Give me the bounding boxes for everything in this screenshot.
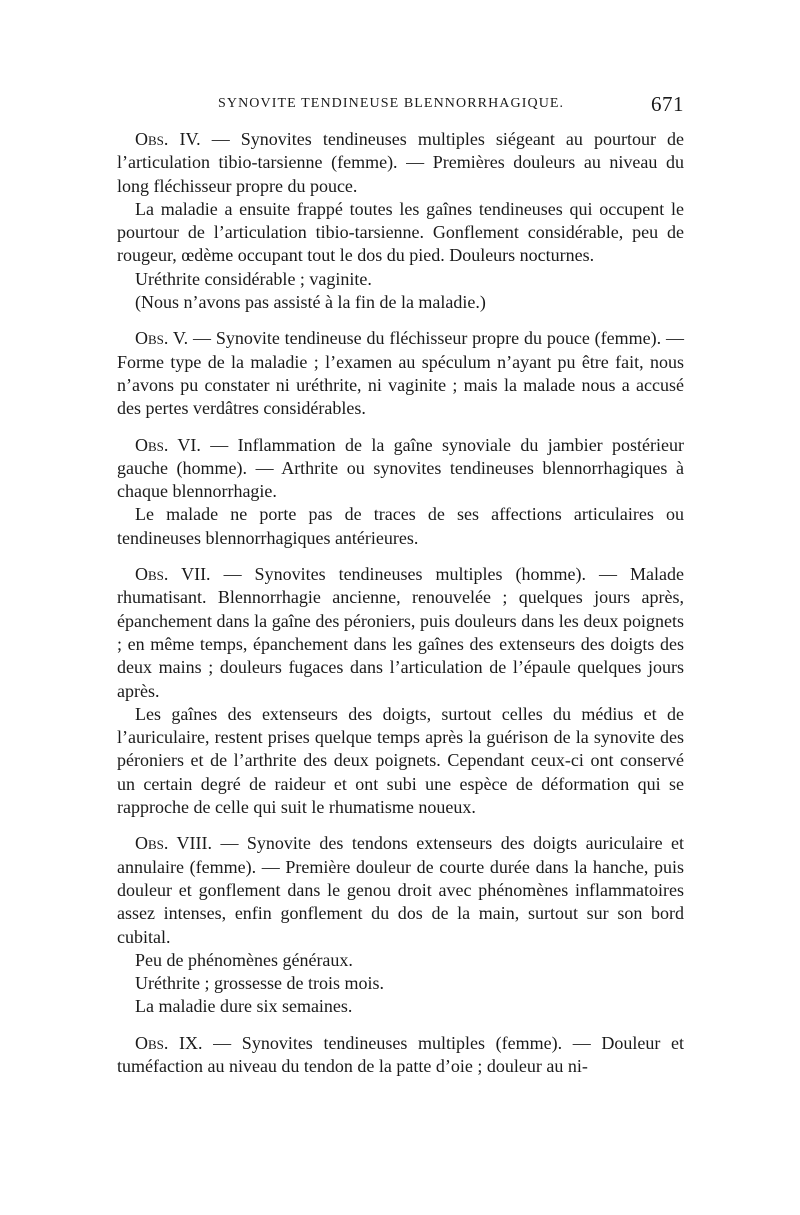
paragraph: Les gaînes des extenseurs des doigts, surtout celles du médius et de l’auriculaire, restent prises quelque temps après la guérison de la synovite des péroniers et de l’arthrite des deux poignets. Cependant ceux-ci ont conservé un certain degré de raideur et ont subi une espèce de déformation qui se rapproche de celle qui suit le rhumatisme noueux. bbox=[117, 703, 684, 818]
page-body bbox=[117, 128, 684, 1078]
paragraph-text: — Synovites tendineuses multiples siégeant au pourtour de l’articulation tibio-tarsienne (femme). — Premières douleurs au niveau du long fléchisseur propre du pouce. bbox=[117, 129, 685, 196]
paragraph: La maladie dure six semaines. bbox=[135, 996, 353, 1017]
paragraph-text: — Synovites tendineuses multiples (homme). — Malade rhumatisant. Blennorrhagie ancienne, renouvelée ; quelques jours après, épanchement dans la gaîne des péroniers, puis douleurs dans les deux poignets ; en même temps, épanchement dans les gaînes des extenseurs des doigts des deux mains ; douleurs fugaces dans l’articulation de l’épaule quelques jours après. bbox=[117, 564, 684, 701]
page-number: 671 bbox=[651, 92, 684, 116]
paragraph: Uréthrite considérable ; vaginite. bbox=[135, 268, 372, 289]
paragraph-text: — Synovite des tendons extenseurs des doigts auriculaire et annulaire (femme). — Première douleur de courte durée dans la hanche, puis douleur et gonflement dans le genou droit avec phénomènes inflammatoires assez intenses, enfin gonflement du dos de la main, surtout sur son bord cubital. bbox=[117, 833, 684, 947]
paragraph: La maladie a ensuite frappé toutes les gaînes tendineuses qui occupent le pourtour de l’articulation tibio-tarsienne. Gonflement considérable, peu de rougeur, œdème occupant tout le dos du pied. Douleurs nocturnes. bbox=[117, 198, 684, 266]
obs-label: Obs. VIII. bbox=[135, 833, 213, 854]
obs-vii-heading-paragraph bbox=[117, 563, 684, 703]
obs-label: Obs. V. bbox=[135, 328, 189, 349]
paragraph: (Nous n’avons pas assisté à la fin de la maladie.) bbox=[135, 292, 486, 313]
obs-label: Obs. IV. bbox=[135, 129, 201, 149]
paragraph: Le malade ne porte pas de traces de ses affections articulaires ou tendineuses blennorrhagiques antérieures. bbox=[117, 504, 684, 548]
obs-label: Obs. VII. bbox=[135, 564, 211, 585]
obs-vi-heading-paragraph bbox=[117, 434, 684, 504]
paragraph-text: — Synovite tendineuse du fléchisseur propre du pouce (femme). — Forme type de la maladie ; l’examen au spéculum n’ayant pu être fait, nous n’avons pu constater ni uréthrite, ni vaginite ; mais la malade nous a accusé des pertes verdâtres considérables. bbox=[117, 328, 684, 419]
obs-v-heading-paragraph bbox=[117, 327, 684, 420]
obs-iv-heading-paragraph bbox=[117, 128, 684, 198]
obs-label: Obs. IX. bbox=[135, 1032, 203, 1053]
paragraph-text: — Inflammation de la gaîne synoviale du jambier postérieur gauche (homme). — Arthrite ou synovites tendineuses blennorrhagiques à chaque blennorrhagie. bbox=[117, 434, 684, 502]
running-title: SYNOVITE TENDINEUSE BLENNORRHAGIQUE. bbox=[218, 96, 565, 111]
obs-ix-heading-paragraph bbox=[117, 1032, 684, 1079]
obs-viii-heading-paragraph bbox=[117, 832, 684, 948]
paragraph-text: — Synovites tendineuses multiples (femme). — Douleur et tuméfaction au niveau du tendon de la patte d’oie ; douleur au ni- bbox=[117, 1032, 685, 1076]
page-header bbox=[118, 92, 684, 122]
paragraph: Peu de phénomènes généraux. bbox=[135, 949, 353, 970]
paragraph: Uréthrite ; grossesse de trois mois. bbox=[135, 973, 384, 994]
obs-label: Obs. VI. bbox=[135, 434, 201, 455]
